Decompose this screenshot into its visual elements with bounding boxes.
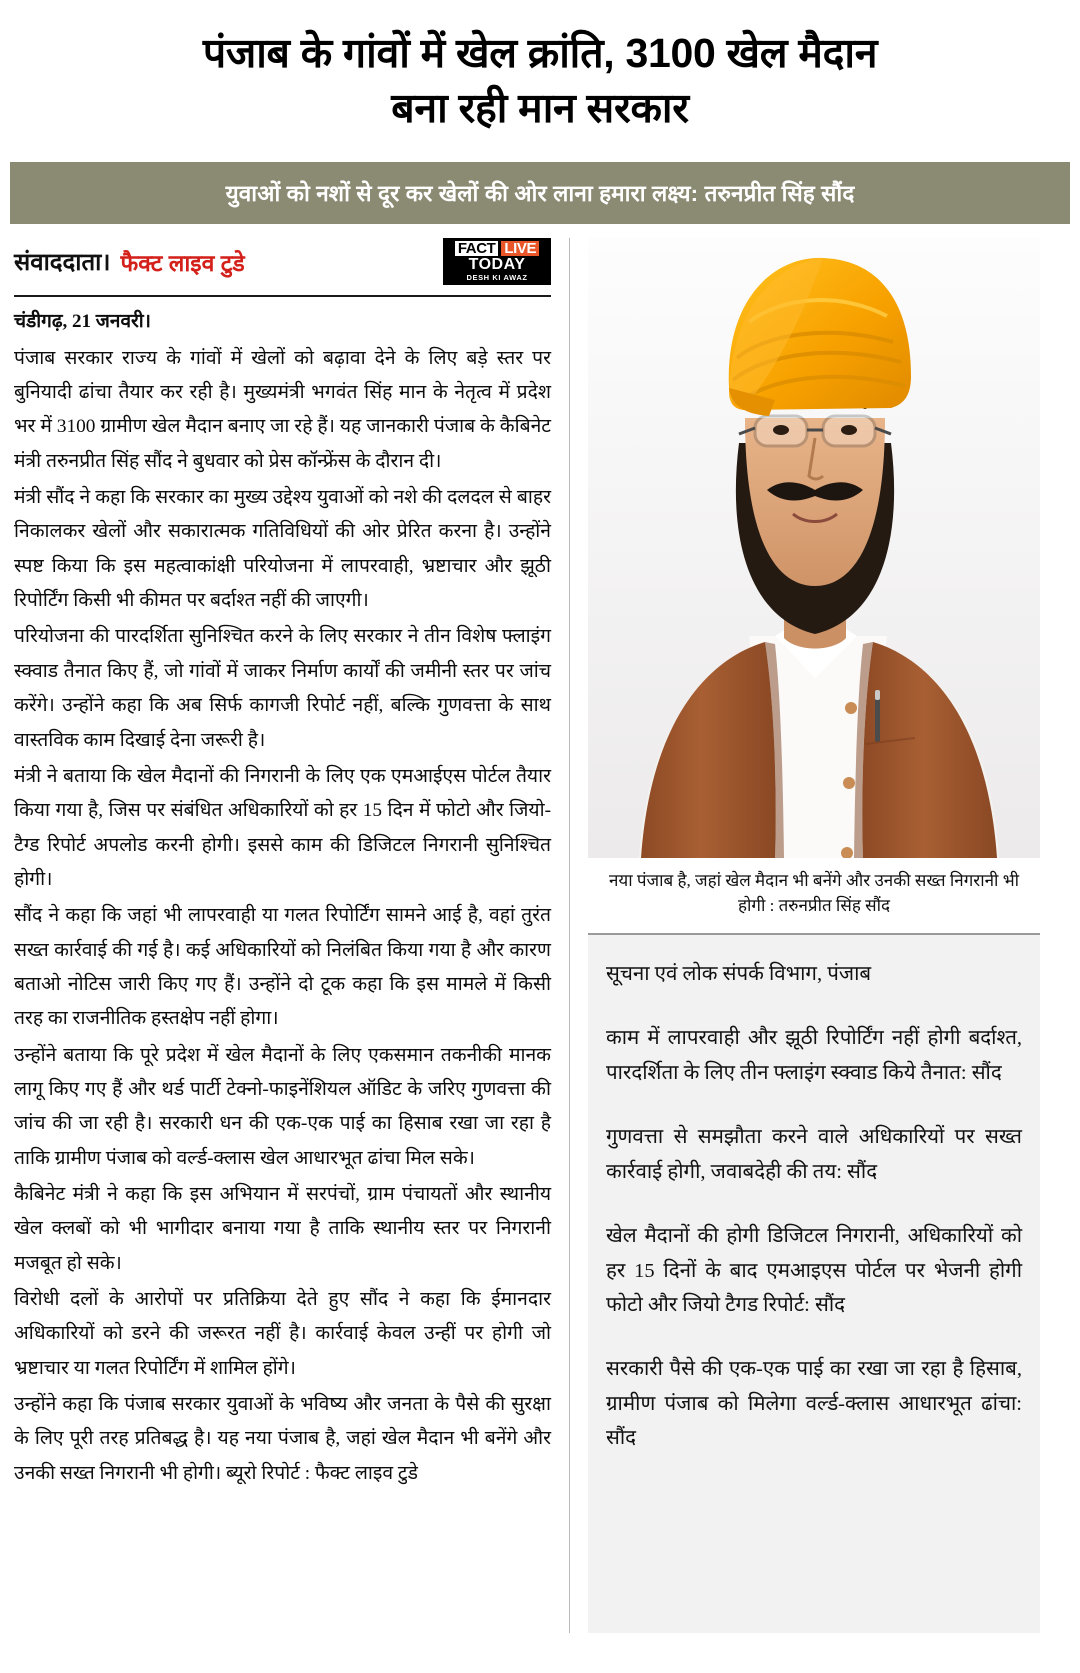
byline-reporter-label: संवाददाता। — [14, 249, 111, 277]
headline-line-1: पंजाब के गांवों में खेल क्रांति, 3100 खेल मैदान — [202, 30, 878, 76]
article-paragraph-6: उन्होंने बताया कि पूरे प्रदेश में खेल मैदानों के लिए एकसमान तकनीकी मानक लागू किए गए हैं और थर्ड पार्टी टेक्नो-फाइनेंशियल ऑडिट के जरिए गुणवत्ता की जांच की जा रही है। सरकारी धन की एक-एक पाई का हिसाब रखा जा रहा है ताकि ग्रामीण पंजाब को वर्ल्ड-क्लास खेल आधारभूत ढांचा मिल सके। — [14, 1044, 551, 1169]
article-paragraph-1: पंजाब सरकार राज्य के गांवों में खेलों को बढ़ावा देने के लिए बड़े स्तर पर बुनियादी ढांचा तैयार कर रही है। मुख्यमंत्री भगवंत सिंह मान के नेतृत्व में प्रदेश भर में 3100 ग्रामीण खेल मैदान बनाए जा रहे हैं। यह जानकारी पंजाब के कैबिनेट मंत्री तरुनप्रीत सिंह सौंद ने बुधवार को प्रेस कॉन्फ्रेंस के दौरान दी। — [14, 347, 551, 472]
publication-logo — [443, 238, 551, 286]
article-paragraph-9: उन्होंने कहा कि पंजाब सरकार युवाओं के भविष्य और जनता के पैसे की सुरक्षा के लिए पूरी तरह प्रतिबद्ध है। यह नया पंजाब है, जहां खेल मैदान भी बनेंगे और उनकी सख्त निगरानी भी होगी। ब्यूरो रिपोर्ट : फैक्ट लाइव टुडे — [14, 1394, 551, 1484]
article-paragraph-4: मंत्री ने बताया कि खेल मैदानों की निगरानी के लिए एक एमआईएस पोर्टल तैयार किया गया है, जिस पर संबंधित अधिकारियों को हर 15 दिन में फोटो और जियो-टैग्ड रिपोर्ट अपलोड करनी होगी। इससे काम की डिजिटल निगरानी सुनिश्चित होगी। — [14, 765, 551, 890]
logo-word-today: TODAY — [468, 255, 526, 273]
article-paragraph-5: सौंद ने कहा कि जहां भी लापरवाही या गलत रिपोर्टिंग सामने आई है, वहां तुरंत सख्त कार्रवाई की गई है। कई अधिकारियों को निलंबित किया गया है और कारण बताओ नोटिस जारी किए गए हैं। उन्होंने दो टूक कहा कि इस मामले में किसी तरह का राजनीतिक हस्तक्षेप नहीं होगा। — [14, 905, 551, 1030]
sidebar-highlights — [588, 933, 1040, 1633]
minister-photo — [588, 238, 1040, 858]
subheadline-banner — [10, 162, 1070, 224]
left-column — [14, 238, 570, 1633]
portrait-illustration — [588, 238, 1040, 858]
sidebar-department: सूचना एवं लोक संपर्क विभाग, पंजाब — [606, 962, 872, 985]
logo-tagline: DESH KI AWAZ — [466, 272, 528, 282]
page-title — [0, 0, 1080, 146]
headline-line-2: बना रही मान सरकार — [391, 84, 689, 131]
logo-word-fact: FACT — [455, 241, 499, 256]
byline — [14, 238, 551, 298]
article-dateline: चंडीगढ़, 21 जनवरी। — [14, 311, 151, 333]
article-body — [0, 238, 1080, 1633]
article-paragraph-8: विरोधी दलों के आरोपों पर प्रतिक्रिया देते हुए सौंद ने कहा कि ईमानदार अधिकारियों को डरने की जरूरत नहीं है। कार्रवाई केवल उन्हीं पर होगी जो भ्रष्टाचार या गलत रिपोर्टिंग में शामिल होंगे। — [14, 1289, 551, 1379]
photo-caption: नया पंजाब है, जहां खेल मैदान भी बनेंगे और उनकी सख्त निगरानी भी होगी : तरुनप्रीत सिंह सौंद — [608, 870, 1020, 916]
sidebar-point-2: गुणवत्ता से समझौता करने वाले अधिकारियों पर सख्त कार्रवाई होगी, जवाबदेही की तय: सौंद — [606, 1126, 1022, 1183]
byline-outlet-name: फैक्ट लाइव टुडे — [120, 249, 245, 276]
subheadline-text: युवाओं को नशों से दूर कर खेलों की ओर लाना हमारा लक्ष्य: तरुनप्रीत सिंह सौंद — [225, 181, 855, 207]
sidebar-point-4: सरकारी पैसे की एक-एक पाई का रखा जा रहा है हिसाब, ग्रामीण पंजाब को मिलेगा वर्ल्ड-क्लास आधारभूत ढांचा: सौंद — [606, 1358, 1022, 1450]
logo-top-row — [448, 241, 546, 256]
article-paragraph-3: परियोजना की पारदर्शिता सुनिश्चित करने के लिए सरकार ने तीन विशेष फ्लाइंग स्क्वाड तैनात किए हैं, जो गांवों में जाकर निर्माण कार्यों की जमीनी स्तर पर जांच करेंगे। उन्होंने कहा कि अब सिर्फ कागजी रिपोर्ट नहीं, बल्कि गुणवत्ता के साथ वास्तविक काम दिखाई देना जरूरी है। — [14, 626, 551, 751]
logo-word-live: LIVE — [501, 241, 539, 256]
article-paragraph-7: कैबिनेट मंत्री ने कहा कि इस अभियान में सरपंचों, ग्राम पंचायतों और स्थानीय खेल क्लबों को भी भागीदार बनाया गया है ताकि स्थानीय स्तर पर निगरानी मजबूत हो सके। — [14, 1183, 551, 1274]
right-column — [570, 238, 1040, 1633]
article-paragraph-2: मंत्री सौंद ने कहा कि सरकार का मुख्य उद्देश्य युवाओं को नशे की दलदल से बाहर निकालकर खेलों और सकारात्मक गतिविधियों की ओर प्रेरित करना है। उन्होंने स्पष्ट किया कि इस महत्वाकांक्षी परियोजना में लापरवाही, भ्रष्टाचार और झूठी रिपोर्टिंग किसी भी कीमत पर बर्दाश्त नहीं की जाएगी। — [14, 487, 551, 612]
article-paragraph-0 — [14, 305, 551, 339]
sidebar-point-1: काम में लापरवाही और झूठी रिपोर्टिंग नहीं होगी बर्दाश्त, पारदर्शिता के लिए तीन फ्लाइंग स्क्वाड किये तैनात: सौंद — [606, 1027, 1022, 1084]
article-text — [14, 305, 551, 1491]
sidebar-point-3: खेल मैदानों की होगी डिजिटल निगरानी, अधिकारियों को हर 15 दिनों के बाद एमआइएस पोर्टल पर भेजनी होगी फोटो और जियो टैगड रिपोर्ट: सौंद — [606, 1225, 1022, 1316]
